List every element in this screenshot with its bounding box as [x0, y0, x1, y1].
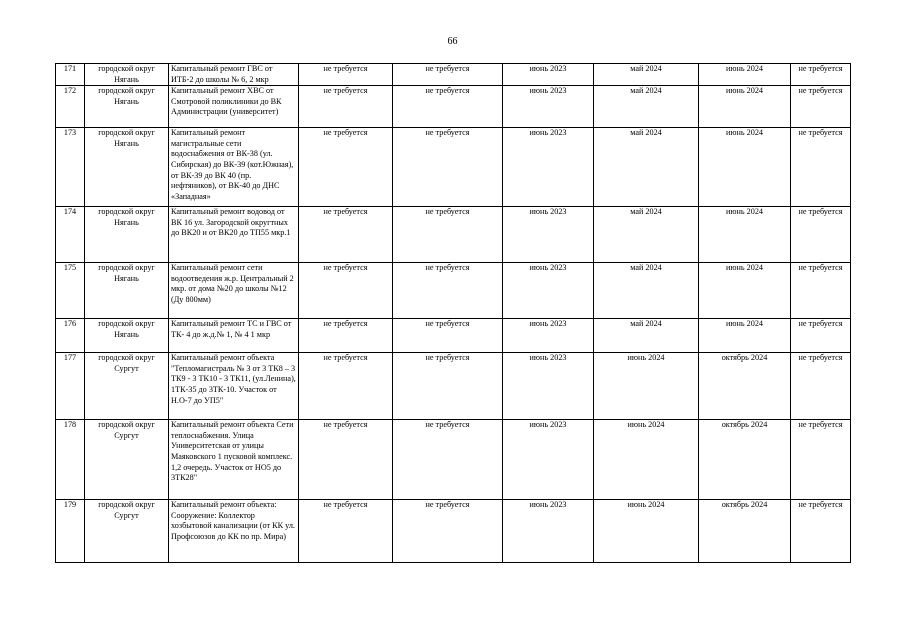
cell-municipality: городской округ Сургут [85, 420, 169, 500]
cell-number: 176 [56, 319, 85, 353]
cell-value-5: октябрь 2024 [699, 420, 791, 500]
cell-value-1: не требуется [299, 128, 393, 207]
cell-value-5: июнь 2024 [699, 86, 791, 128]
table-body [56, 64, 851, 563]
cell-value-3: июнь 2023 [503, 207, 594, 263]
cell-value-2: не требуется [393, 319, 503, 353]
cell-value-4: май 2024 [594, 263, 699, 319]
cell-value-6: не требуется [791, 420, 851, 500]
cell-number: 172 [56, 86, 85, 128]
cell-value-2: не требуется [393, 86, 503, 128]
cell-value-1: не требуется [299, 420, 393, 500]
page-number: 66 [447, 36, 458, 47]
cell-number: 179 [56, 500, 85, 563]
cell-work-description: Капитальный ремонт ТС и ГВС от ТК- 4 до ж.д.№ 1, № 4 1 мкр [169, 319, 299, 353]
table-row [56, 263, 851, 319]
cell-value-4: июнь 2024 [594, 420, 699, 500]
cell-work-description: Капитальный ремонт ГВС от ИТБ-2 до школы № 6, 2 мкр [169, 64, 299, 86]
cell-value-2: не требуется [393, 128, 503, 207]
table-row [56, 86, 851, 128]
cell-value-3: июнь 2023 [503, 64, 594, 86]
cell-value-2: не требуется [393, 420, 503, 500]
cell-value-6: не требуется [791, 128, 851, 207]
cell-value-4: июнь 2024 [594, 353, 699, 420]
cell-number: 174 [56, 207, 85, 263]
cell-value-1: не требуется [299, 263, 393, 319]
cell-work-description: Капитальный ремонт объекта: Сооружение: Коллектор хозбытовой канализации (от КК ул. Профсоюзов до КК по пр. Мира) [169, 500, 299, 563]
cell-value-1: не требуется [299, 319, 393, 353]
cell-value-6: не требуется [791, 263, 851, 319]
cell-value-1: не требуется [299, 64, 393, 86]
cell-work-description: Капитальный ремонт магистральные сети водоснабжения от ВК-38 (ул. Сибирская) до ВК-39 (кот.Южная), от ВК-39 до ВК 40 (пр. нефтяников), от ВК-40 до ДНС «Западная» [169, 128, 299, 207]
cell-value-1: не требуется [299, 207, 393, 263]
cell-value-5: октябрь 2024 [699, 353, 791, 420]
table-row [56, 420, 851, 500]
cell-value-1: не требуется [299, 353, 393, 420]
cell-value-5: октябрь 2024 [699, 500, 791, 563]
works-table [55, 63, 851, 563]
cell-number: 173 [56, 128, 85, 207]
cell-value-2: не требуется [393, 263, 503, 319]
cell-value-5: июнь 2024 [699, 64, 791, 86]
cell-value-1: не требуется [299, 500, 393, 563]
table-row [56, 128, 851, 207]
cell-value-3: июнь 2023 [503, 263, 594, 319]
cell-municipality: городской округ Нягань [85, 319, 169, 353]
cell-value-6: не требуется [791, 86, 851, 128]
cell-value-6: не требуется [791, 319, 851, 353]
cell-value-5: июнь 2024 [699, 319, 791, 353]
cell-municipality: городской округ Сургут [85, 353, 169, 420]
cell-value-3: июнь 2023 [503, 353, 594, 420]
cell-value-6: не требуется [791, 353, 851, 420]
cell-value-2: не требуется [393, 64, 503, 86]
cell-value-2: не требуется [393, 500, 503, 563]
cell-municipality: городской округ Нягань [85, 86, 169, 128]
table-row [56, 319, 851, 353]
cell-work-description: Капитальный ремонт сети водоотведения ж.р. Центральный 2 мкр. от дома №20 до школы №12 (Ду 800мм) [169, 263, 299, 319]
cell-municipality: городской округ Нягань [85, 128, 169, 207]
cell-value-5: июнь 2024 [699, 263, 791, 319]
cell-value-6: не требуется [791, 500, 851, 563]
cell-value-3: июнь 2023 [503, 500, 594, 563]
cell-value-4: май 2024 [594, 128, 699, 207]
cell-municipality: городской округ Нягань [85, 263, 169, 319]
table-row [56, 500, 851, 563]
cell-value-4: июнь 2024 [594, 500, 699, 563]
cell-number: 175 [56, 263, 85, 319]
cell-value-6: не требуется [791, 207, 851, 263]
cell-value-5: июнь 2024 [699, 207, 791, 263]
cell-value-4: май 2024 [594, 64, 699, 86]
cell-number: 178 [56, 420, 85, 500]
table-row [56, 353, 851, 420]
cell-work-description: Капитальный ремонт водовод от ВК 16 ул. Загородской округтных до ВК20 и от ВК20 до ТП55 мкр.1 [169, 207, 299, 263]
cell-work-description: Капитальный ремонт ХВС от Смотровой поликлиники до ВК Администрации (университет) [169, 86, 299, 128]
cell-number: 177 [56, 353, 85, 420]
cell-municipality: городской округ Нягань [85, 207, 169, 263]
cell-number: 171 [56, 64, 85, 86]
cell-value-3: июнь 2023 [503, 128, 594, 207]
cell-value-1: не требуется [299, 86, 393, 128]
cell-value-3: июнь 2023 [503, 86, 594, 128]
cell-value-5: июнь 2024 [699, 128, 791, 207]
cell-municipality: городской округ Нягань [85, 64, 169, 86]
cell-value-4: май 2024 [594, 319, 699, 353]
table-row [56, 64, 851, 86]
cell-value-3: июнь 2023 [503, 420, 594, 500]
cell-value-2: не требуется [393, 353, 503, 420]
cell-value-4: май 2024 [594, 86, 699, 128]
cell-work-description: Капитальный ремонт объекта Сети теплоснабжения. Улица Университетская от улицы Маяковского 1 пусковой комплекс. 1,2 очередь. Участок от НО5 до 3ТК28" [169, 420, 299, 500]
cell-value-3: июнь 2023 [503, 319, 594, 353]
table-row [56, 207, 851, 263]
cell-value-6: не требуется [791, 64, 851, 86]
cell-municipality: городской округ Сургут [85, 500, 169, 563]
cell-work-description: Капитальный ремонт объекта "Тепломагистраль № 3 от 3 ТК8 – 3 ТК9 - 3 ТК10 - 3 ТК11, (ул.Ленина), 1ТК-35 до 3ТК-10. Участок от Н.О-7 до УП5" [169, 353, 299, 420]
cell-value-4: май 2024 [594, 207, 699, 263]
cell-value-2: не требуется [393, 207, 503, 263]
